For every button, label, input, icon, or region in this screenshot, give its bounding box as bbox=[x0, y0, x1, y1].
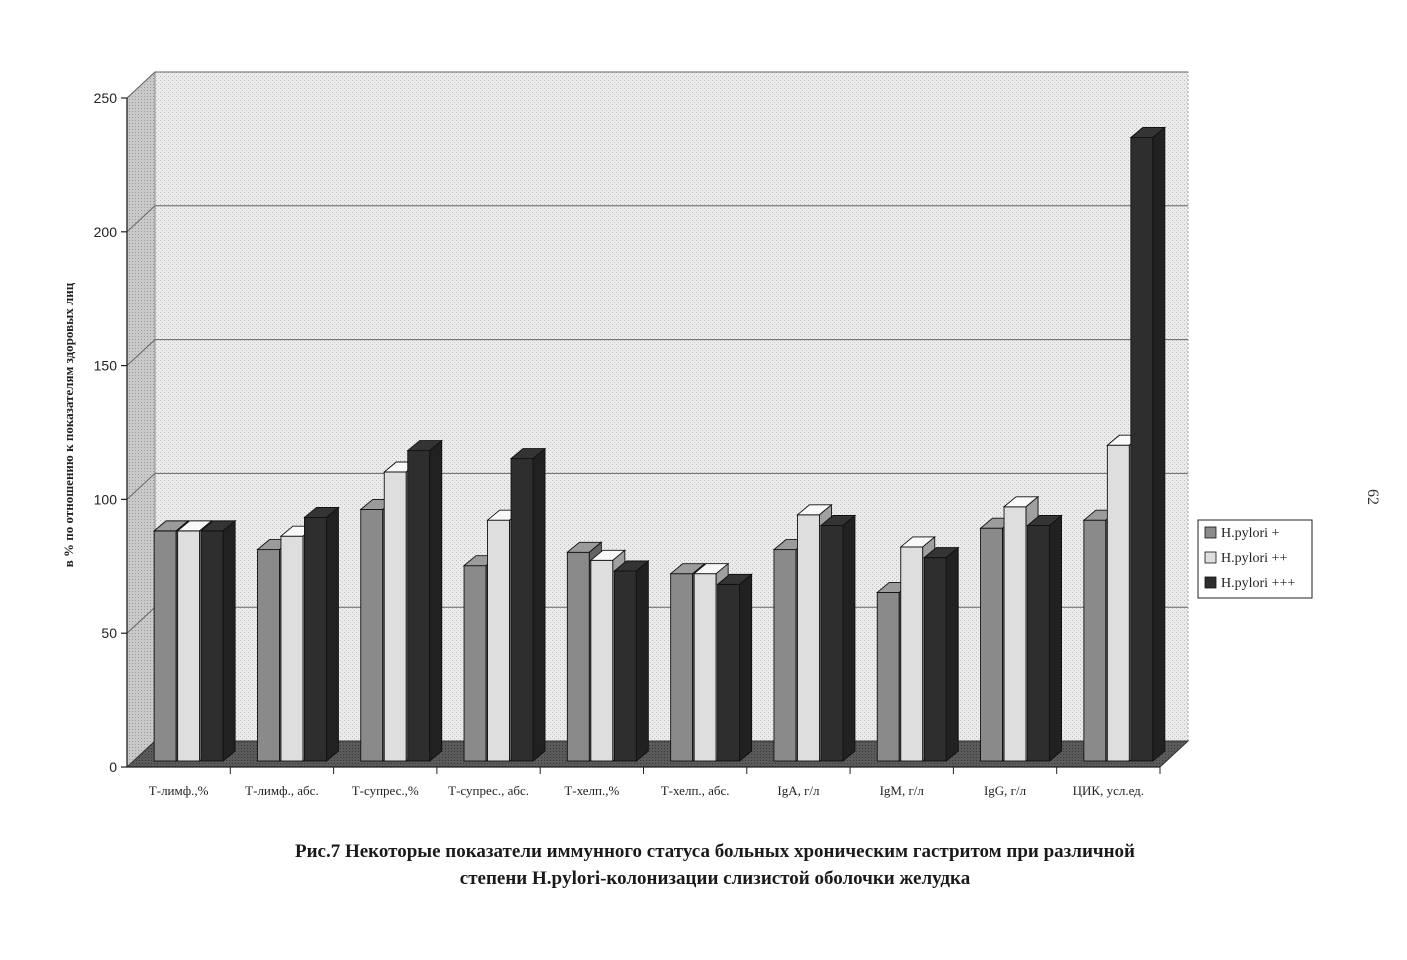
bar-front bbox=[154, 531, 176, 761]
y-tick-label: 100 bbox=[93, 491, 117, 508]
bar-front bbox=[201, 531, 223, 761]
figure-caption bbox=[150, 838, 1280, 892]
legend-swatch bbox=[1205, 527, 1216, 538]
legend-swatch bbox=[1205, 577, 1216, 588]
bar-side bbox=[740, 574, 752, 761]
bar-front bbox=[384, 472, 406, 761]
bar-front bbox=[718, 584, 740, 761]
bar-front bbox=[361, 509, 383, 761]
bar-front bbox=[694, 574, 716, 761]
bar-front bbox=[901, 547, 923, 761]
x-tick-label: IgA, г/л bbox=[777, 783, 820, 798]
bar-side bbox=[636, 561, 648, 761]
bar bbox=[408, 441, 442, 761]
bar bbox=[718, 574, 752, 761]
x-tick-label: Т-хелп., абс. bbox=[660, 783, 730, 798]
bar bbox=[1028, 516, 1062, 761]
bar bbox=[821, 516, 855, 761]
bar-front bbox=[408, 451, 430, 761]
bar-front bbox=[877, 592, 899, 761]
bar-front bbox=[774, 550, 796, 761]
bar-front bbox=[304, 517, 326, 761]
bar bbox=[511, 449, 545, 761]
bar-front bbox=[821, 526, 843, 761]
x-tick-label: ЦИК, усл.ед. bbox=[1072, 783, 1145, 798]
bar-front bbox=[924, 558, 946, 761]
bar-front bbox=[797, 515, 819, 761]
y-tick-label: 200 bbox=[93, 223, 117, 240]
bar-side bbox=[1050, 516, 1062, 761]
bar-front bbox=[567, 552, 589, 761]
bar-front bbox=[1131, 137, 1153, 761]
caption-line-1: Рис.7 Некоторые показатели иммунного статуса больных хроническим гастритом при различной bbox=[294, 841, 1136, 862]
legend-swatch bbox=[1205, 552, 1216, 563]
bar bbox=[614, 561, 648, 761]
x-tick-label: Т-лимф.,% bbox=[148, 783, 209, 798]
bar-front bbox=[257, 550, 279, 761]
x-tick-label: IgG, г/л bbox=[983, 783, 1027, 798]
bar-front bbox=[281, 536, 303, 761]
x-tick-label: Т-супрес.,% bbox=[351, 783, 419, 798]
x-tick-label: IgM, г/л bbox=[879, 783, 924, 798]
page-number: 62 bbox=[1364, 489, 1381, 505]
bar-front bbox=[464, 566, 486, 761]
x-tick-label: Т-супрес., абс. bbox=[448, 783, 529, 798]
bar-side bbox=[430, 441, 442, 761]
bar-front bbox=[511, 459, 533, 761]
side-wall bbox=[127, 72, 155, 767]
bar-side bbox=[946, 548, 958, 761]
y-tick-label: 250 bbox=[93, 90, 117, 106]
bar bbox=[304, 507, 338, 761]
x-tick-label: Т-хелп.,% bbox=[564, 783, 620, 798]
bar-side bbox=[533, 449, 545, 761]
y-axis-label: в % по отношению к показателям здоровых лиц bbox=[61, 282, 76, 568]
bar-front bbox=[981, 528, 1003, 761]
bar-side bbox=[843, 516, 855, 761]
legend-label: H.pylori ++ bbox=[1221, 551, 1288, 566]
bar bbox=[924, 548, 958, 761]
x-tick-label: Т-лимф., абс. bbox=[245, 783, 319, 798]
legend bbox=[1198, 520, 1312, 598]
bar-side bbox=[223, 521, 235, 761]
legend-label: H.pylori + bbox=[1221, 526, 1280, 541]
y-tick-label: 150 bbox=[93, 357, 117, 374]
bar bbox=[1131, 127, 1165, 761]
bar-front bbox=[178, 531, 200, 761]
bar-front bbox=[614, 571, 636, 761]
legend-label: H.pylori +++ bbox=[1221, 576, 1296, 591]
bar-front bbox=[1004, 507, 1026, 761]
caption-line-2: степени H.pylori-колонизации слизистой оболочки желудка bbox=[459, 868, 971, 889]
bar-front bbox=[1084, 520, 1106, 761]
bar-side bbox=[1153, 127, 1165, 761]
bar-front bbox=[591, 560, 613, 761]
bar-front bbox=[671, 574, 693, 761]
bar-side bbox=[326, 507, 338, 761]
bar-front bbox=[1107, 445, 1129, 761]
y-tick-label: 50 bbox=[101, 625, 117, 642]
bar bbox=[201, 521, 235, 761]
y-tick-label: 0 bbox=[109, 759, 117, 775]
bar-front bbox=[1028, 526, 1050, 761]
bar-front bbox=[488, 520, 510, 761]
